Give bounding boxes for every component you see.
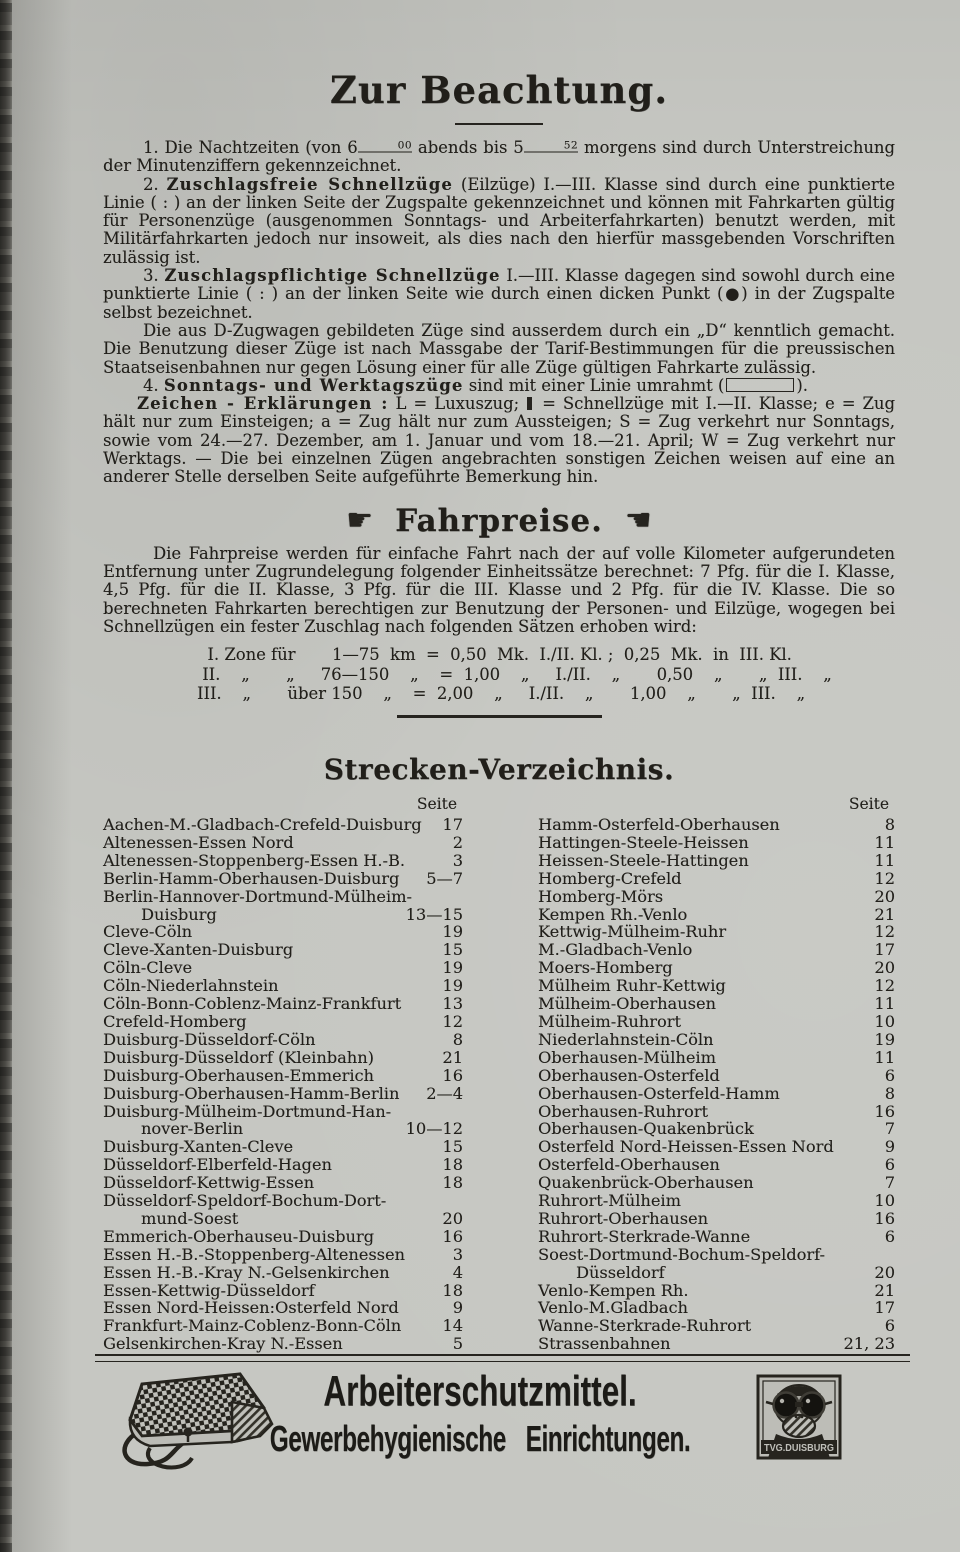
route-name: Essen-Kettwig-Düsseldorf bbox=[103, 1280, 315, 1300]
route-page: 3 bbox=[452, 1244, 463, 1264]
route-row bbox=[103, 816, 463, 834]
route-row bbox=[538, 1317, 895, 1335]
route-row bbox=[538, 941, 895, 959]
route-row bbox=[103, 1085, 463, 1103]
route-page: 19 bbox=[442, 976, 463, 996]
route-page: 7 bbox=[884, 1173, 895, 1193]
route-list-left bbox=[103, 816, 463, 1353]
route-row bbox=[103, 1335, 463, 1353]
route-row bbox=[538, 906, 895, 924]
route-name: Homberg-Crefeld bbox=[538, 868, 682, 888]
route-row bbox=[538, 1103, 895, 1121]
route-row bbox=[538, 1085, 895, 1103]
route-page: 17 bbox=[874, 1298, 895, 1318]
route-name: Cleve-Xanten-Duisburg bbox=[103, 940, 294, 960]
route-name: Altenessen-Stoppenberg-Essen H.-B. bbox=[103, 850, 405, 870]
route-row bbox=[103, 1192, 463, 1210]
route-page: 20 bbox=[874, 1262, 895, 1282]
ad-subheadline: Gewerbehygienische Einrichtungen. bbox=[269, 1419, 691, 1461]
route-name: Cöln-Cleve bbox=[103, 958, 193, 978]
text-segment: = Schnellzüge mit I.—II. Klasse; e = Zug hält nur zum Einsteigen; a = Zug hält nur zum Aussteigen; S = Zug verkehrt nur Sonntags, sowie vom 24.—27. Dezember, am 1. Januar und vom 18.—21. April; W = Zug verkehrt nur Werktags. — Die bei einzelnen Zügen angebrachten sonstigen Zeichen weisen auf eine an anderer Stelle derselben Seite aufgeführte Bemerkung hin. bbox=[103, 394, 895, 487]
notice-paragraph-2 bbox=[103, 176, 895, 267]
page-column-header: Seite bbox=[848, 795, 889, 813]
zone-row: III. „ über 150 „ = 2,00 „ I./II. „ 1,00 „ „ III. „ bbox=[197, 684, 806, 704]
route-name: Mülheim-Ruhrort bbox=[538, 1011, 681, 1031]
route-row bbox=[538, 1138, 895, 1156]
text-segment: 4. bbox=[143, 375, 164, 395]
route-page: 18 bbox=[442, 1280, 463, 1300]
route-row bbox=[103, 1264, 463, 1282]
route-row bbox=[103, 1317, 463, 1335]
route-row bbox=[538, 1049, 895, 1067]
route-row bbox=[538, 1246, 895, 1264]
route-row bbox=[103, 906, 463, 924]
route-page: 15 bbox=[442, 1137, 463, 1157]
route-name: Venlo-Kempen Rh. bbox=[538, 1280, 689, 1300]
route-name: Quakenbrück-Oberhausen bbox=[538, 1173, 754, 1193]
route-name: Essen H.-B.-Kray N.-Gelsenkirchen bbox=[103, 1262, 390, 1282]
route-name: M.-Gladbach-Venlo bbox=[538, 940, 693, 960]
route-row bbox=[103, 1282, 463, 1300]
goggles-logo bbox=[756, 1374, 842, 1464]
route-row bbox=[538, 1174, 895, 1192]
route-name: Hattingen-Steele-Heissen bbox=[538, 832, 749, 852]
text-segment: 1. Die Nachtzeiten (von 6 bbox=[143, 138, 358, 157]
route-page: 3 bbox=[452, 850, 463, 870]
route-page: 21 bbox=[874, 1280, 895, 1300]
text-segment: I.—III. Klasse dagegen sind sowohl durch eine punktierte Linie ( : ) an der linken Seite wie durch einen dicken Punkt (●) in der Zugspalte selbst bezeichnet. bbox=[103, 266, 895, 322]
route-page: 19 bbox=[874, 1029, 895, 1049]
route-name: Duisburg-Xanten-Cleve bbox=[103, 1137, 294, 1157]
route-page: 2—4 bbox=[426, 1083, 463, 1103]
route-page: 13—15 bbox=[405, 904, 463, 924]
route-row bbox=[103, 852, 463, 870]
route-row bbox=[103, 870, 463, 888]
text-segment: morgens sind durch Unterstreichung der Minutenziffern gekennzeichnet. bbox=[103, 138, 895, 176]
route-row bbox=[538, 1282, 895, 1300]
route-page: 8 bbox=[884, 815, 895, 834]
route-name: Kettwig-Mülheim-Ruhr bbox=[538, 922, 727, 942]
logo-text: TVG.DUISBURG bbox=[764, 1443, 835, 1454]
route-row bbox=[538, 1299, 895, 1317]
zone-row: II. „ „ 76—150 „ = 1,00 „ I./II. „ 0,50 „ „ III. „ bbox=[197, 664, 832, 684]
route-name: Aachen-M.-Gladbach-Crefeld-Duisburg bbox=[103, 815, 422, 834]
route-name: Soest-Dortmund-Bochum-Speldorf- bbox=[538, 1244, 826, 1264]
route-name: Essen Nord-Heissen:Osterfeld Nord bbox=[103, 1298, 399, 1318]
route-name: Heissen-Steele-Hattingen bbox=[538, 850, 749, 870]
route-page: 12 bbox=[874, 922, 895, 942]
route-page: 12 bbox=[442, 1011, 463, 1031]
route-name: Crefeld-Homberg bbox=[103, 1011, 247, 1031]
route-name: Osterfeld-Oberhausen bbox=[538, 1155, 720, 1175]
route-row bbox=[538, 1013, 895, 1031]
route-name: Cleve-Cöln bbox=[103, 922, 193, 942]
route-page: 19 bbox=[442, 958, 463, 978]
route-row bbox=[538, 1120, 895, 1138]
route-page: 9 bbox=[884, 1137, 895, 1157]
route-row bbox=[103, 1138, 463, 1156]
route-row bbox=[538, 1228, 895, 1246]
route-name: Homberg-Mörs bbox=[538, 886, 664, 906]
printers-fist-left-icon: ☚ bbox=[624, 502, 652, 538]
route-name: Duisburg-Oberhausen-Hamm-Berlin bbox=[103, 1083, 400, 1103]
route-page: 6 bbox=[884, 1316, 895, 1336]
underlined-superscript: 00 bbox=[358, 141, 412, 153]
notice-paragraph-3 bbox=[103, 267, 895, 322]
route-page: 11 bbox=[874, 850, 895, 870]
page-title: Zur Beachtung. bbox=[329, 68, 669, 112]
route-page: 13 bbox=[442, 994, 463, 1014]
text-segment: (Eilzüge) I.—III. Klasse sind durch eine punktierte Linie ( : ) an der linken Seite der Zugspalte gekennzeichnet und können mit Fahrkarten gültig für Personenzüge (ausgenommen Sonntags- und Arbeiterfahrkarten) benutzt werden, mit Militärfahrkarten jedoch nur insoweit, als dies nach den hierfür massgebenden Vorschriften zulässig ist. bbox=[103, 174, 895, 267]
route-row bbox=[103, 1067, 463, 1085]
route-page: 4 bbox=[452, 1262, 463, 1282]
route-row bbox=[538, 1210, 895, 1228]
route-row bbox=[538, 1031, 895, 1049]
route-name: Düsseldorf-Kettwig-Essen bbox=[103, 1173, 315, 1193]
legend-paragraph bbox=[103, 395, 895, 486]
zone-row: I. Zone für 1—75 km = 0,50 Mk. I./II. Kl. ; 0,25 Mk. in III. Kl. bbox=[197, 645, 792, 665]
route-row bbox=[103, 1299, 463, 1317]
route-column-right bbox=[538, 796, 895, 1353]
route-row bbox=[103, 923, 463, 941]
route-index-columns bbox=[103, 796, 895, 1353]
bold-term: Sonntags- und Werktagszüge bbox=[163, 375, 464, 395]
route-name: Ruhrort-Mülheim bbox=[538, 1191, 681, 1211]
route-page: 11 bbox=[874, 994, 895, 1014]
route-page: 17 bbox=[874, 940, 895, 960]
route-row bbox=[538, 923, 895, 941]
route-name: Oberhausen-Ruhrort bbox=[538, 1101, 709, 1121]
route-index-section bbox=[103, 754, 895, 1353]
route-name: Hamm-Osterfeld-Oberhausen bbox=[538, 815, 780, 834]
route-page: 10—12 bbox=[405, 1119, 463, 1139]
route-row bbox=[103, 1156, 463, 1174]
route-name: Emmerich-Oberhauseu-Duisburg bbox=[103, 1226, 374, 1246]
route-name: Gelsenkirchen-Kray N.-Essen bbox=[103, 1334, 343, 1354]
notice-paragraph-1 bbox=[103, 139, 895, 176]
route-name: Duisburg bbox=[141, 904, 217, 924]
route-page: 20 bbox=[874, 886, 895, 906]
route-name: Duisburg-Düsseldorf (Kleinbahn) bbox=[103, 1047, 374, 1067]
thick-bar-glyph bbox=[527, 397, 532, 410]
route-name: Ruhrort-Oberhausen bbox=[538, 1208, 709, 1228]
route-row bbox=[103, 1031, 463, 1049]
route-page: 18 bbox=[442, 1173, 463, 1193]
route-page: 20 bbox=[442, 1208, 463, 1228]
route-row bbox=[103, 1174, 463, 1192]
printers-fist-right-icon: ☛ bbox=[346, 502, 374, 538]
bold-term: Zuschlagsfreie Schnellzüge bbox=[166, 174, 454, 194]
route-name: Mülheim-Oberhausen bbox=[538, 994, 716, 1014]
route-row bbox=[103, 941, 463, 959]
route-name: Berlin-Hamm-Oberhausen-Duisburg bbox=[103, 868, 400, 888]
route-row bbox=[103, 1228, 463, 1246]
route-name: Düsseldorf bbox=[576, 1262, 665, 1282]
route-page: 21 bbox=[874, 904, 895, 924]
route-name: Cöln-Niederlahnstein bbox=[103, 976, 279, 996]
route-page: 15 bbox=[442, 940, 463, 960]
double-rule-divider bbox=[95, 1354, 910, 1362]
route-name: Wanne-Sterkrade-Ruhrort bbox=[538, 1316, 752, 1336]
text-segment: L = Luxuszug; bbox=[388, 394, 527, 414]
route-page: 7 bbox=[884, 1119, 895, 1139]
route-row bbox=[538, 1192, 895, 1210]
route-name: Düsseldorf-Speldorf-Bochum-Dort- bbox=[103, 1191, 387, 1211]
text-segment: ). bbox=[796, 375, 808, 395]
route-row bbox=[538, 888, 895, 906]
fahrpreise-intro: Die Fahrpreise werden für einfache Fahrt nach der auf volle Kilometer aufgerundeten Entfernung unter Zugrundelegung folgender Einheitssätze berechnet: 7 Pfg. für die I. Klasse, 4,5 Pfg. für die II. Klasse, 3 Pfg. für die III. Klasse und 2 Pfg. für die IV. Klasse. Die so berechneten Fahrkarten berechtigen zur Benutzung der Personen- und Eilzüge, wogegen bei Schnellzügen ein fester Zuschlag nach folgenden Sätzen erhoben wird: bbox=[103, 543, 895, 636]
route-row bbox=[103, 995, 463, 1013]
route-page: 6 bbox=[884, 1226, 895, 1246]
route-page: 16 bbox=[442, 1065, 463, 1085]
route-name: Niederlahnstein-Cöln bbox=[538, 1029, 714, 1049]
route-row bbox=[103, 1210, 463, 1228]
route-row bbox=[538, 1335, 895, 1353]
route-name: Oberhausen-Quakenbrück bbox=[538, 1119, 754, 1139]
route-list-right bbox=[538, 816, 895, 1353]
route-index-heading: Strecken-Verzeichnis. bbox=[323, 753, 675, 786]
bold-term: Zuschlagspflichtige Schnellzüge bbox=[164, 266, 501, 286]
notice-paragraph-d-zug: Die aus D-Zugwagen gebildeten Züge sind ausserdem durch ein „D“ kenntlich gemacht. Die Benutzung dieser Züge ist nach Massgabe der Tarif-Bestimmungen für die preussischen Staatseisenbahnen nur gegen Lösung einer für alle Züge gültigen Fahrkarte zulässig. bbox=[103, 320, 895, 377]
page-curl-shadow bbox=[12, 0, 72, 1552]
route-name: nover-Berlin bbox=[141, 1119, 244, 1139]
route-page: 21 bbox=[442, 1047, 463, 1067]
route-page: 20 bbox=[874, 958, 895, 978]
route-name: Düsseldorf-Elberfeld-Hagen bbox=[103, 1155, 332, 1175]
route-name: Strassenbahnen bbox=[538, 1334, 671, 1354]
route-row bbox=[103, 1049, 463, 1067]
route-name: Kempen Rh.-Venlo bbox=[538, 904, 688, 924]
book-binding-edge bbox=[0, 0, 12, 1552]
notice-section bbox=[103, 60, 895, 718]
section-divider bbox=[397, 715, 602, 718]
title-divider bbox=[455, 123, 543, 125]
fahrpreise-heading-row bbox=[103, 503, 895, 539]
route-row bbox=[103, 1120, 463, 1138]
route-column-left bbox=[103, 796, 463, 1353]
frame-box-glyph bbox=[726, 378, 794, 392]
route-page: 16 bbox=[874, 1208, 895, 1228]
route-row bbox=[103, 1013, 463, 1031]
route-page: 18 bbox=[442, 1155, 463, 1175]
underlined-superscript: 52 bbox=[524, 141, 578, 153]
route-row bbox=[538, 995, 895, 1013]
notice-paragraph-4 bbox=[103, 377, 895, 395]
route-row bbox=[103, 888, 463, 906]
route-page: 12 bbox=[874, 868, 895, 888]
route-page: 8 bbox=[452, 1029, 463, 1049]
route-page: 16 bbox=[874, 1101, 895, 1121]
route-row bbox=[538, 834, 895, 852]
route-page: 12 bbox=[874, 976, 895, 996]
route-page: 6 bbox=[884, 1155, 895, 1175]
route-page: 16 bbox=[442, 1226, 463, 1246]
route-name: Ruhrort-Sterkrade-Wanne bbox=[538, 1226, 751, 1246]
route-page: 17 bbox=[442, 815, 463, 834]
route-name: Osterfeld Nord-Heissen-Essen Nord bbox=[538, 1137, 834, 1157]
route-page: 5—7 bbox=[426, 868, 463, 888]
ad-headline: Arbeiterschutzmittel. bbox=[323, 1367, 637, 1416]
text-segment: sind mit einer Linie umrahmt ( bbox=[463, 375, 725, 395]
text-segment: 3. bbox=[143, 266, 165, 286]
route-name: mund-Soest bbox=[141, 1208, 239, 1228]
route-name: Altenessen-Essen Nord bbox=[103, 832, 294, 852]
route-name: Berlin-Hannover-Dortmund-Mülheim- bbox=[103, 886, 412, 906]
route-page: 19 bbox=[442, 922, 463, 942]
route-row bbox=[103, 834, 463, 852]
text-segment: abends bis 5 bbox=[412, 138, 524, 157]
route-row bbox=[538, 852, 895, 870]
route-page: 11 bbox=[874, 1047, 895, 1067]
route-name: Oberhausen-Mülheim bbox=[538, 1047, 716, 1067]
text-segment: 2. bbox=[143, 174, 167, 194]
route-name: Oberhausen-Osterfeld-Hamm bbox=[538, 1083, 780, 1103]
route-row bbox=[538, 977, 895, 995]
route-name: Cöln-Bonn-Coblenz-Mainz-Frankfurt bbox=[103, 994, 402, 1014]
page-column-header: Seite bbox=[416, 795, 457, 813]
route-page: 8 bbox=[884, 1083, 895, 1103]
route-page: 6 bbox=[884, 1065, 895, 1085]
route-page: 5 bbox=[452, 1334, 463, 1354]
route-page: 2 bbox=[452, 832, 463, 852]
route-page: 10 bbox=[874, 1191, 895, 1211]
fahrpreise-heading: Fahrpreise. bbox=[395, 502, 603, 539]
route-row bbox=[103, 1246, 463, 1264]
bold-term: Zeichen - Erklärungen : bbox=[137, 394, 389, 414]
route-row bbox=[538, 870, 895, 888]
route-page: 11 bbox=[874, 832, 895, 852]
route-name: Moers-Homberg bbox=[538, 958, 673, 978]
route-row bbox=[538, 1067, 895, 1085]
route-page: 10 bbox=[874, 1011, 895, 1031]
route-name: Duisburg-Oberhausen-Emmerich bbox=[103, 1065, 374, 1085]
route-name: Duisburg-Mülheim-Dortmund-Han- bbox=[103, 1101, 392, 1121]
route-row bbox=[103, 977, 463, 995]
route-row bbox=[538, 1156, 895, 1174]
route-row bbox=[538, 959, 895, 977]
route-page: 9 bbox=[452, 1298, 463, 1318]
route-page: 14 bbox=[442, 1316, 463, 1336]
route-row bbox=[538, 816, 895, 834]
route-name: Essen H.-B.-Stoppenberg-Altenessen bbox=[103, 1244, 405, 1264]
route-row bbox=[103, 959, 463, 977]
route-row bbox=[103, 1103, 463, 1121]
route-name: Mülheim Ruhr-Kettwig bbox=[538, 976, 726, 996]
route-row bbox=[538, 1264, 895, 1282]
route-name: Frankfurt-Mainz-Coblenz-Bonn-Cöln bbox=[103, 1316, 402, 1336]
route-name: Oberhausen-Osterfeld bbox=[538, 1065, 720, 1085]
route-page: 21, 23 bbox=[843, 1334, 895, 1354]
route-name: Venlo-M.Gladbach bbox=[538, 1298, 688, 1318]
route-name: Duisburg-Düsseldorf-Cöln bbox=[103, 1029, 316, 1049]
zone-table bbox=[103, 645, 895, 704]
